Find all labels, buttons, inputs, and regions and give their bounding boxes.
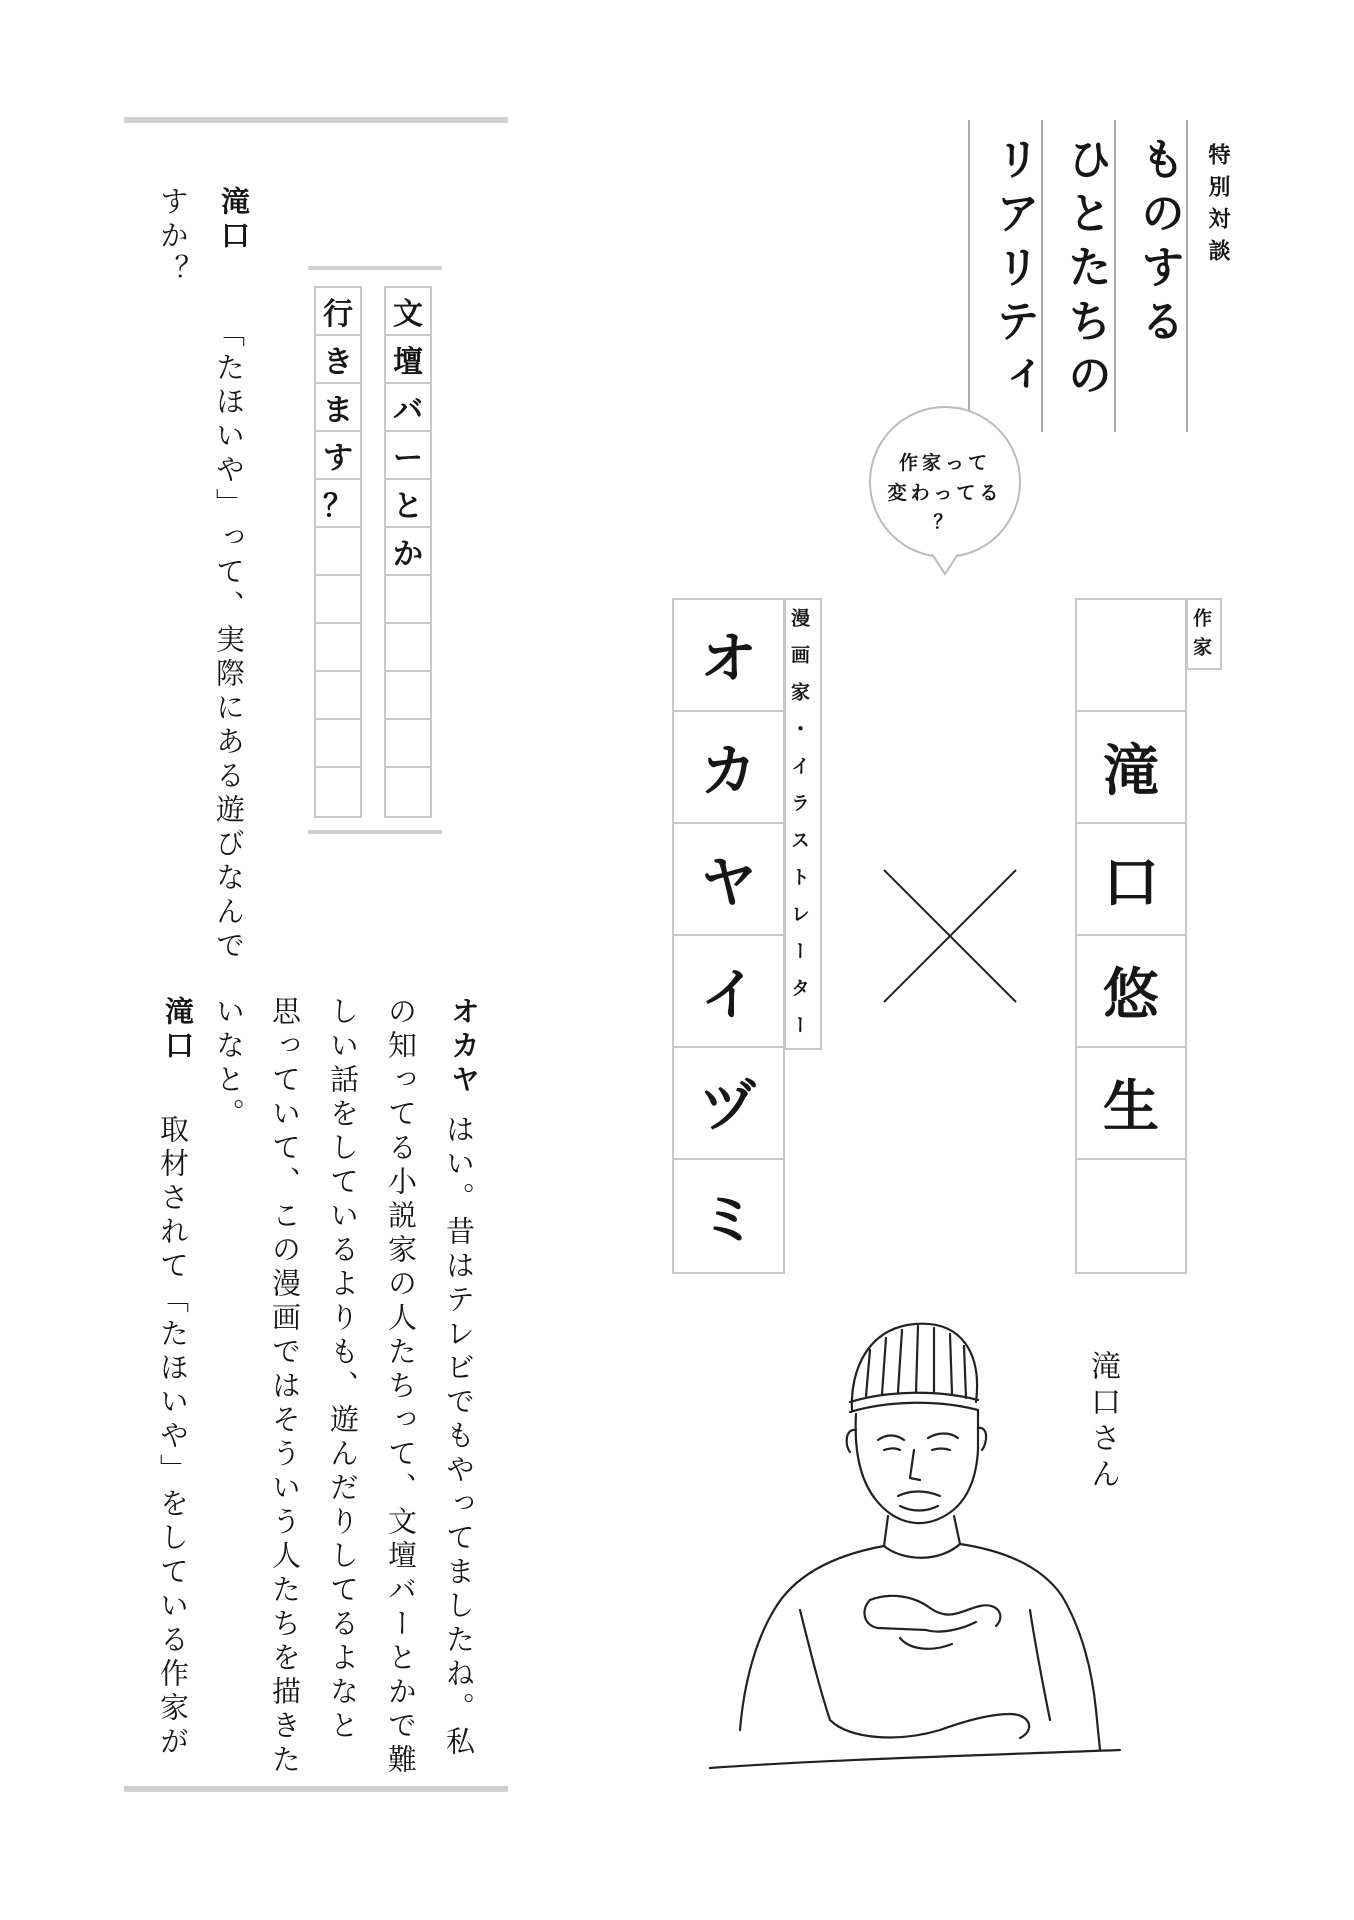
guest2-name-char: オ xyxy=(674,600,783,712)
guest2-name-char: イ xyxy=(674,936,783,1048)
pullquote-char: ？ xyxy=(316,480,360,528)
pullquote-char: ー xyxy=(386,432,430,480)
guest2-name-char: ミ xyxy=(700,1188,757,1253)
title-line-3: リアリティ xyxy=(988,136,1039,406)
portrait-sketch-illustration xyxy=(700,1310,1140,1780)
grid-cell xyxy=(1077,600,1185,712)
title-line-1: ものする xyxy=(1133,136,1184,352)
dialogue-line: しい話をしているよりも、遊んだりしてるよなと xyxy=(326,996,360,1744)
pullquote-char: き xyxy=(316,336,360,384)
grid-cell xyxy=(316,768,360,816)
pullquote-char: 文 xyxy=(386,288,430,336)
pullquote-char: 行 xyxy=(316,288,360,336)
guest2-name-grid xyxy=(672,598,785,1274)
grid-cell xyxy=(386,576,430,624)
pullquote-col-1 xyxy=(384,286,432,818)
dialogue-line: の知ってる小説家の人たちって、文壇バーとかで難 xyxy=(384,996,418,1778)
dialogue-line: 取材されて「たほいや」をしている作家が xyxy=(156,1114,190,1760)
pullquote-char: と xyxy=(386,480,430,528)
guest1-name-char: 悠 xyxy=(1077,936,1185,1048)
guest1-name-char: 口 xyxy=(1077,824,1185,936)
dialogue-line: 「たほいや」って、実際にある遊びなんで xyxy=(212,318,246,964)
bubble-line-1: 作家って xyxy=(898,452,991,474)
guest2-name-char: ヅ xyxy=(674,1048,783,1160)
pullquote-char: バ xyxy=(386,384,430,432)
grid-cell xyxy=(316,576,360,624)
header-label: 特別対談 xyxy=(1205,143,1230,271)
grid-cell xyxy=(386,624,430,672)
guest1-role: 作家 xyxy=(1190,608,1212,666)
bottom-rule xyxy=(124,1786,508,1792)
pullquote-bottom-rule xyxy=(308,830,442,834)
dialogue-line: 思っていて、この漫画ではそういう人たちを描きた xyxy=(268,996,302,1778)
grid-cell xyxy=(1077,1160,1185,1272)
guest1-name-grid xyxy=(1075,598,1187,1274)
dialogue-line: すか？ xyxy=(156,186,190,288)
grid-cell xyxy=(316,672,360,720)
bubble-line-2: 変わってる xyxy=(887,482,1003,504)
speaker-name: 滝口 xyxy=(161,996,195,1064)
guest2-role-box xyxy=(784,598,822,1050)
dialogue-line: はい。昔はテレビでもやってましたね。私 xyxy=(442,1114,476,1760)
guest2-role: 漫画家・イラストレーター xyxy=(788,608,810,1052)
grid-cell xyxy=(386,672,430,720)
pullquote-char: か xyxy=(386,528,430,576)
sketch-caption: 滝口さん xyxy=(1085,1350,1120,1494)
pullquote-char: ま xyxy=(316,384,360,432)
grid-cell xyxy=(316,528,360,576)
grid-cell xyxy=(386,768,430,816)
speech-bubble xyxy=(869,406,1021,558)
title-line-2: ひとたちの xyxy=(1060,136,1111,406)
top-rule xyxy=(124,117,508,123)
guest2-name-char: カ xyxy=(674,712,783,824)
cross-symbol xyxy=(880,866,1020,1006)
pullquote-top-rule xyxy=(308,266,442,270)
grid-cell xyxy=(316,720,360,768)
guest2-name-char: ヤ xyxy=(674,824,783,936)
bubble-line-3: ？ xyxy=(933,511,957,533)
grid-cell xyxy=(316,624,360,672)
guest1-name-char: 滝 xyxy=(1077,712,1185,824)
pullquote-char: す xyxy=(316,432,360,480)
bubble-tail xyxy=(930,554,960,576)
speaker-name: オカヤ xyxy=(447,996,481,1098)
guest1-name-char: 生 xyxy=(1077,1048,1185,1160)
dialogue-line: いなと。 xyxy=(212,996,246,1132)
speaker-name: 滝口 xyxy=(217,186,251,254)
pullquote-char: 壇 xyxy=(386,336,430,384)
grid-cell xyxy=(386,720,430,768)
pullquote-col-2 xyxy=(314,286,362,818)
guest1-role-box xyxy=(1186,598,1222,670)
title-divider xyxy=(968,120,970,432)
